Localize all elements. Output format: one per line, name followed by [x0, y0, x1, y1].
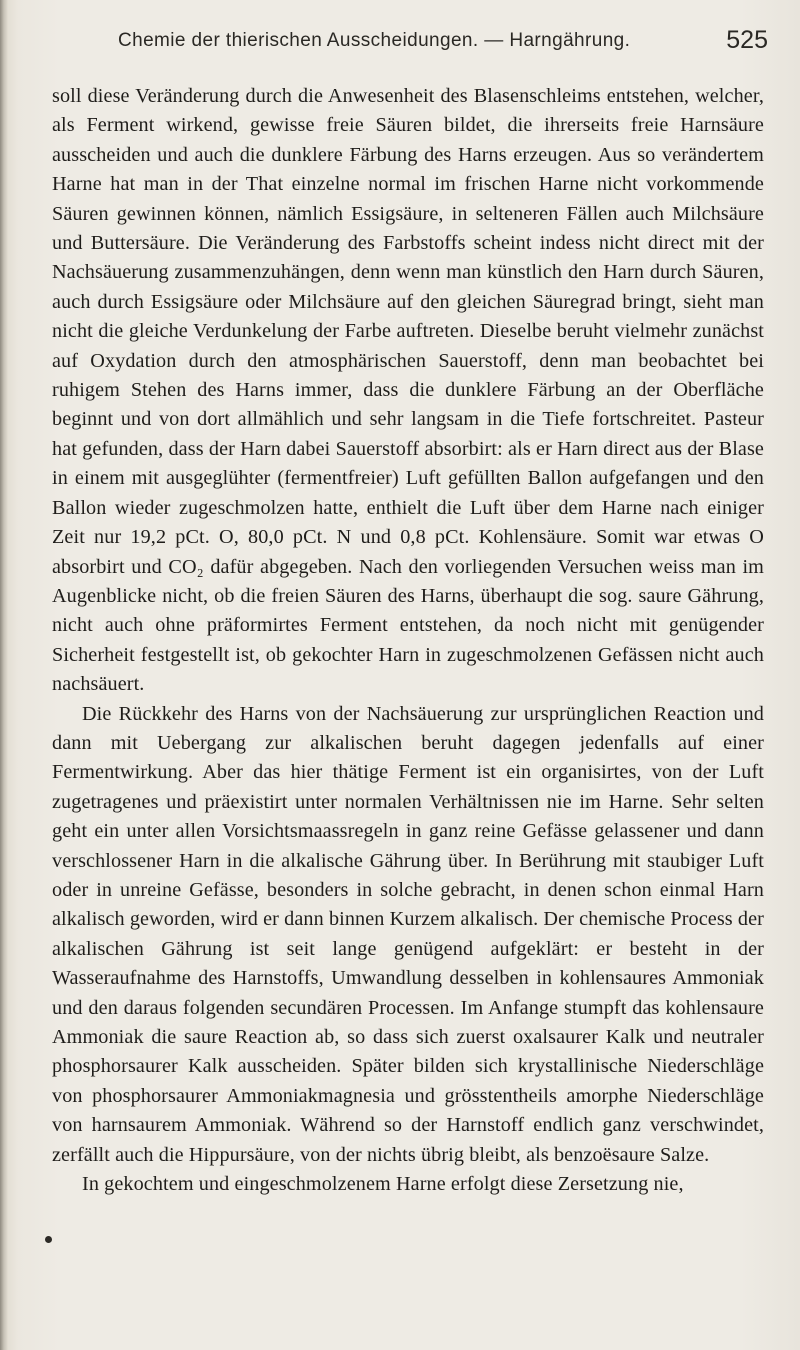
- paragraph-3: In gekochtem und eingeschmolzenem Harne erfolgt diese Zersetzung nie,: [82, 1173, 684, 1196]
- paragraph-1: soll diese Veränderung durch die Anwesenheit des Blasenschleims entstehen, welcher, als Ferment wirkend, gewisse freie Säuren bildet, die ihrerseits freie Harnsäure ausscheiden und auch die dunklere Färbung des Harns erzeugen. Aus so verändertem Harne hat man in der That einzelne normal im frischen Harne nicht vorkommende Säuren gewinnen können, nämlich Essigsäure, in selteneren Fällen auch Milchsäure und Buttersäure. Die Veränderung des Farbstoffs scheint indess nicht direct mit der Nachsäuerung zusammenzuhängen, denn wenn man künstlich den Harn durch Säuren, auch durch Essigsäure oder Milchsäure auf den gleichen Säuregrad bringt, sieht man nicht die gleiche Verdunkelung der Farbe auftreten. Dieselbe beruht vielmehr zunächst auf Oxydation durch den atmosphärischen Sauerstoff, denn man beobachtet bei ruhigem Stehen des Harns immer, dass die dunklere Färbung an der Oberfläche beginnt und von dort allmählich und sehr langsam in die Tiefe fortschreitet. Pasteur hat gefunden, dass der Harn dabei Sauerstoff absorbirt: als er Harn direct aus der Blase in einem mit ausgeglühter (fermentfreier) Luft gefüllten Ballon aufgefangen und den Ballon wieder zugeschmolzen hatte, enthielt die Luft über dem Harne nach einiger Zeit nur 19,2 pCt. O, 80,0 pCt. N und 0,8 pCt. Kohlensäure. Somit war etwas O absorbirt und CO₂ dafür abgegeben. Nach den vorliegenden Versuchen weiss man im Augenblicke nicht, ob die freien Säuren des Harns, überhaupt die sog. saure Gährung, nicht auch ohne präformirtes Ferment entstehen, da noch nicht mit genügender Sicherheit festgestellt ist, ob gekochter Harn in zugeschmolzenen Gefässen nicht auch nachsäuert.: [52, 85, 764, 696]
- body-text: [52, 82, 764, 1199]
- page-number: 525: [726, 26, 768, 54]
- margin-dot: [45, 1236, 52, 1243]
- page-header: [118, 26, 770, 64]
- running-head: Chemie der thierischen Ausscheidungen. — Harngährung.: [118, 30, 631, 51]
- paragraph-2: Die Rückkehr des Harns von der Nachsäuerung zur ursprünglichen Reaction und dann mit Uebergang zur alkalischen beruht dagegen jedenfalls auf einer Fermentwirkung. Aber das hier thätige Ferment ist ein organisirtes, von der Luft zugetragenes und präexistirt unter normalen Verhältnissen nie im Harne. Sehr selten geht ein unter allen Vorsichtsmaassregeln in ganz reine Gefässe gelassener und dann verschlossener Harn in die alkalische Gährung über. In Berührung mit staubiger Luft oder in unreine Gefässe, besonders in solche gebracht, in denen schon einmal Harn alkalisch geworden, wird er dann binnen Kurzem alkalisch. Der chemische Process der alkalischen Gährung ist seit lange genügend aufgeklärt: er besteht in der Wasseraufnahme des Harnstoffs, Umwandlung desselben in kohlensaures Ammoniak und den daraus folgenden secundären Processen. Im Anfange stumpft das kohlensaure Ammoniak die saure Reaction ab, so dass sich zuerst oxalsaurer Kalk und neutraler phosphorsaurer Kalk ausscheiden. Später bilden sich krystallinische Niederschläge von phosphorsaurer Ammoniakmagnesia und grösstentheils amorphe Niederschläge von harnsaurem Ammoniak. Während so der Harnstoff endlich ganz verschwindet, zerfällt auch die Hippursäure, von der nichts übrig bleibt, als benzoësaure Salze.: [52, 702, 764, 1166]
- page-binding-edge: [0, 0, 8, 1350]
